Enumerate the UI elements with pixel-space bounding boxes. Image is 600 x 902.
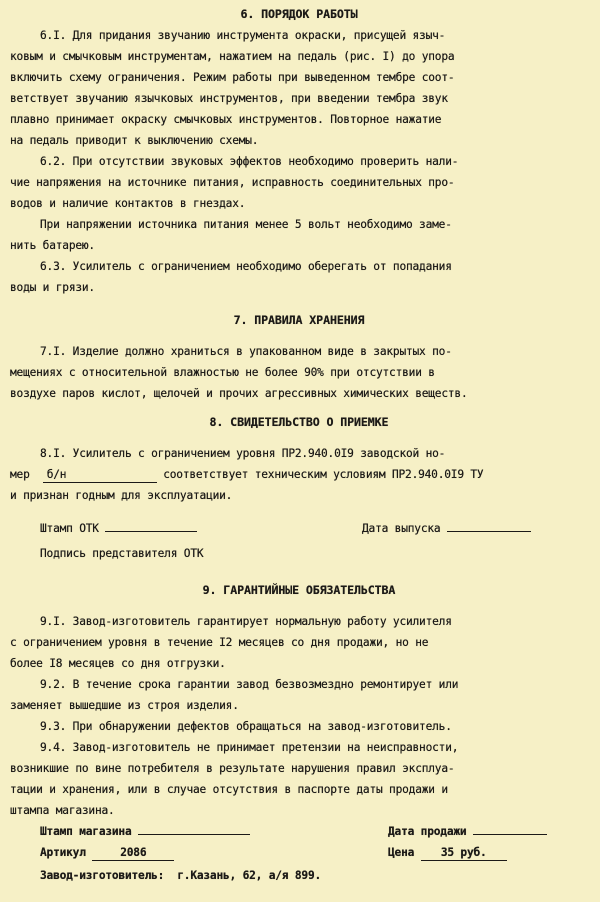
para-9-4-line: 9.4. Завод-изготовитель не принимает претензии на неисправности, [40,741,459,754]
para-9-4-line: штампа магазина. [10,804,115,817]
para-6-1-line: включить схему ограничения. Режим работы при выведенном тембре соот- [10,71,455,84]
para-8-1-line: 8.I. Усилитель с ограничением уровня ПР2.940.0I9 заводской но- [40,447,446,460]
para-6-1-line: 6.I. Для придания звучанию инструмента окраски, присущей языч- [40,29,446,42]
para-7-1-line: воздухе паров кислот, щелочей и прочих агрессивных химических веществ. [10,387,468,400]
para-6-3-line: 6.3. Усилитель с ограничением необходимо оберегать от попадания [40,260,452,273]
otk-stamp-row [10,518,588,539]
shop-stamp-blank [138,822,250,835]
para-7-1-line: 7.I. Изделие должно храниться в упакованном виде в закрытых по- [40,345,452,358]
para-6-1-line: ковым и смычковым инструментам, нажатием на педаль (рис. I) до упора [10,50,455,63]
section-8-heading: 8. СВИДЕТЕЛЬСТВО О ПРИЕМКЕ [209,415,389,429]
otk-stamp-blank [105,519,197,532]
para-6-2-line: чие напряжения на источнике питания, исправность соединительных про- [10,176,455,189]
para-6-1-line: ветствует звучанию язычковых инструментов, при введении тембра звук [10,92,448,105]
section-6-heading: 6. ПОРЯДОК РАБОТЫ [240,7,358,21]
para-9-4-line: тации и хранения, или в случае отсутствия в паспорте даты продажи и [10,783,448,796]
para-8-1-line: мер б/н соответствует техническим условиям ПР2.940.0I9 ТУ [10,468,484,481]
para-9-1-line: 9.I. Завод-изготовитель гарантирует нормальную работу усилителя [40,615,452,628]
para-6-1-line: плавно принимает окраску смычковых инструментов. Повторное нажатие [10,113,442,126]
otk-stamp-label: Штамп ОТК [40,518,197,539]
release-date-label: Дата выпуска [362,518,531,539]
release-date-blank [447,519,531,532]
article-price-row [10,842,588,863]
price-value: 35 руб. [421,846,507,861]
para-9-3-line: 9.3. При обнаружении дефектов обращаться на завод-изготовитель. [40,720,452,733]
section-7-heading: 7. ПРАВИЛА ХРАНЕНИЯ [233,313,365,327]
para-6-1-line: на педаль приводит к выключению схемы. [10,134,259,147]
para-9-2-line: 9.2. В течение срока гарантии завод безвозмездно ремонтирует или [40,678,459,691]
article-label: Артикул 2086 [40,842,174,863]
manufacturer-address: Завод-изготовитель: г.Казань, 62, а/я 899. [40,869,322,882]
section-6-body [10,25,588,298]
shop-stamp-row [10,821,588,842]
para-9-1-line: более I8 месяцев со дня отгрузки. [10,657,226,670]
para-6-3-line: воды и грязи. [10,281,95,294]
para-6-2b-line: нить батарею. [10,239,95,252]
para-6-2-line: водов и наличие контактов в гнездах. [10,197,246,210]
para-9-2-line: заменяет вышедшие из строя изделия. [10,699,239,712]
sale-date-blank [473,822,547,835]
shop-stamp-label: Штамп магазина [40,821,250,842]
section-8-body [10,443,588,506]
sale-date-label: Дата продажи [388,821,547,842]
section-7-body [10,341,588,404]
article-value: 2086 [92,846,174,861]
section-9-heading: 9. ГАРАНТИЙНЫЕ ОБЯЗАТЕЛЬСТВА [202,583,396,597]
para-6-2b-line: При напряжении источника питания менее 5 вольт необходимо заме- [40,218,452,231]
price-label: Цена 35 руб. [388,842,507,863]
section-9-body [10,611,588,821]
serial-number-field: б/н [43,468,157,483]
para-8-1-line: и признан годным для эксплуатации. [10,489,233,502]
otk-signature-label: Подпись представителя ОТК [40,547,204,560]
para-9-1-line: с ограничением уровня в течение I2 месяцев со дня продажи, но не [10,636,429,649]
para-6-2-line: 6.2. При отсутствии звуковых эффектов необходимо проверить нали- [40,155,459,168]
para-9-4-line: возникшие по вине потребителя в результате нарушения правил эксплуа- [10,762,455,775]
para-7-1-line: мещениях с относительной влажностью не более 90% при отсутствии в [10,366,435,379]
